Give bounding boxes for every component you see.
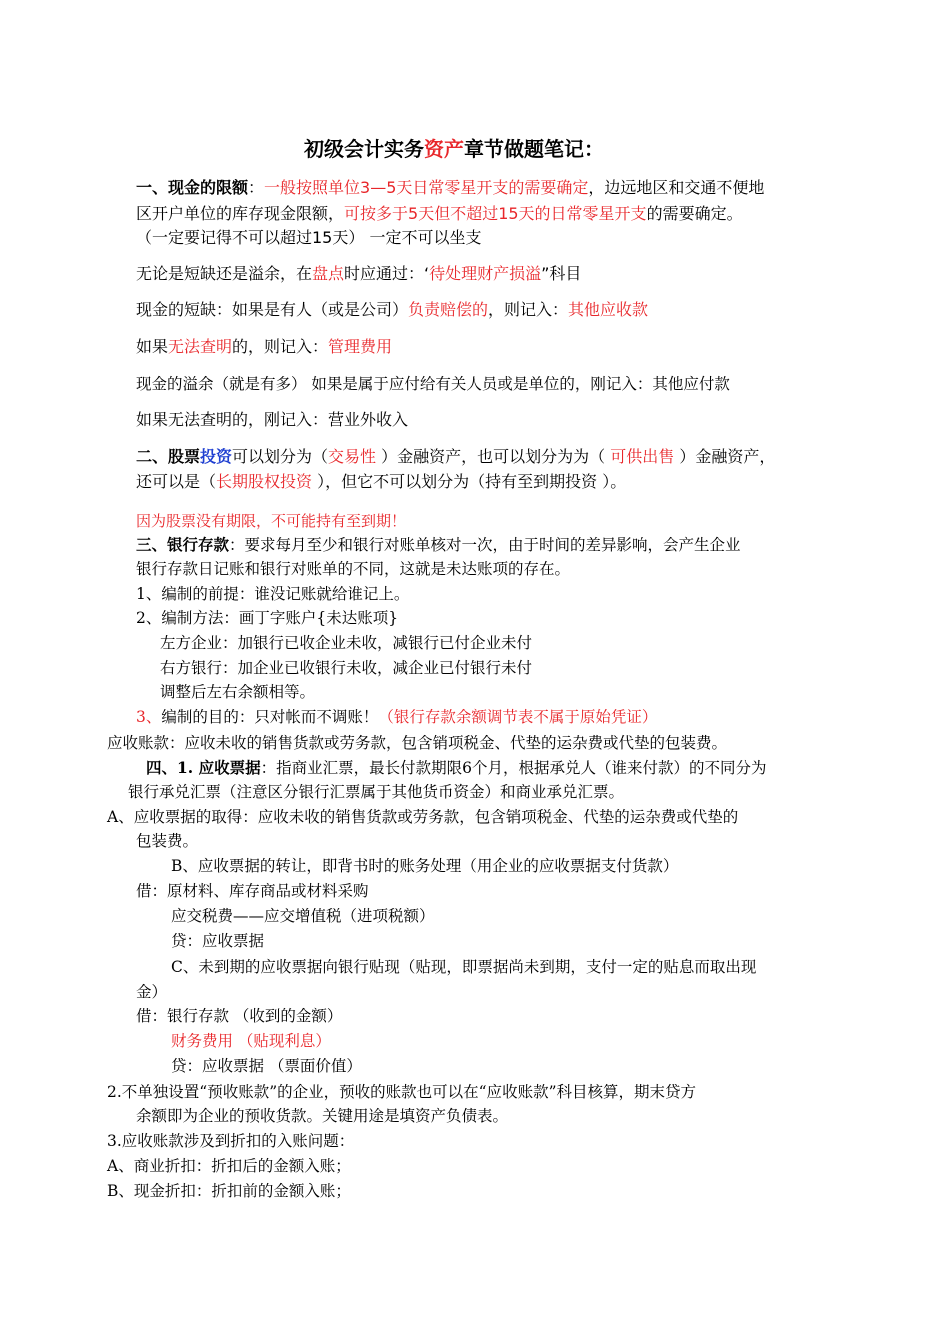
section-3-heading: 三、银行存款 bbox=[136, 535, 230, 554]
point-2-line-1: 2.不单独设置“预收账款”的企业，预收的账款也可以在“应收账款”科目核算，期末贷方 bbox=[107, 1083, 696, 1101]
colon: ： bbox=[248, 178, 265, 197]
highlight-text: 可供出售 bbox=[610, 447, 680, 466]
body-text: 现金的短缺：如果是有人（或是公司） bbox=[136, 300, 409, 319]
point-3-line: 3.应收账款涉及到折扣的入账问题： bbox=[107, 1132, 355, 1150]
highlight-text: 其他应收款 bbox=[568, 300, 649, 319]
body-text: 可以划分为（ bbox=[232, 447, 329, 466]
body-text: ），但它不可以划分为（持有至到期投资 ）。 bbox=[317, 472, 627, 491]
receivable-line: 应收账款：应收未收的销售货款或劳务款，包含销项税金、代垫的运杂费或代垫的包装费。 bbox=[107, 734, 728, 752]
section-4-line-2: 银行承兑汇票（注意区分银行汇票属于其他货币资金）和商业承兑汇票。 bbox=[128, 783, 625, 801]
section-4-b-line: B、应收票据的转让，即背书时的账务处理（用企业的应收票据支付货款） bbox=[171, 857, 679, 875]
section-4-a-line-2: 包装费。 bbox=[136, 832, 199, 850]
highlight-text: 可按多于5天但不超过15天的日常零星开支 bbox=[344, 204, 647, 223]
body-text: ，则记入： bbox=[488, 300, 569, 319]
point-3-a: A、商业折扣：折扣后的金额入账； bbox=[107, 1157, 351, 1175]
section-2-note: 因为股票没有期限，不可能持有至到期！ bbox=[136, 512, 407, 530]
point-3-b: B、现金折扣：折扣前的金额入账； bbox=[107, 1182, 351, 1200]
page-title bbox=[304, 137, 604, 161]
surplus-line-d: 现金的溢余（就是有多） 如果是属于应付给有关人员或是单位的，刚记入：其他应付款 bbox=[136, 375, 730, 393]
blue-highlight: 投资 bbox=[200, 447, 233, 466]
body-text: 无论是短缺还是溢余，在 bbox=[136, 264, 313, 283]
body-text: 区开户单位的库存现金限额， bbox=[136, 204, 345, 223]
section-3-line-8 bbox=[136, 705, 657, 729]
section-1-line-2 bbox=[136, 202, 743, 226]
section-4-c-line-2: 金） bbox=[136, 983, 168, 1001]
body-text: 的需要确定。 bbox=[646, 204, 743, 223]
section-4-b-debit-2: 应交税费——应交增值税（进项税额） bbox=[171, 907, 435, 925]
body-text: 还可以是（ bbox=[136, 472, 217, 491]
body-text: 的，则记入： bbox=[232, 337, 329, 356]
title-suffix: 章节做题笔记： bbox=[464, 137, 604, 161]
body-text: ）金融资产， bbox=[679, 447, 776, 466]
shortage-line-b bbox=[136, 298, 648, 322]
section-3-line-4: 2、编制方法：画丁字账户{未达账项} bbox=[136, 609, 399, 627]
section-2-line-1 bbox=[136, 445, 775, 469]
section-4-c-debit-2: 财务费用 （贴现利息） bbox=[171, 1032, 331, 1050]
highlight-text: （银行存款余额调节表不属于原始凭证） bbox=[378, 708, 658, 726]
highlight-text: 负责赔偿的 bbox=[408, 300, 489, 319]
section-1-heading: 一、现金的限额 bbox=[136, 178, 249, 197]
section-4-line-1 bbox=[146, 756, 766, 780]
highlight-text: 无法查明 bbox=[168, 337, 233, 356]
section-2-line-2 bbox=[136, 470, 626, 494]
highlight-text: 一般按照单位3—5天日常零星开支的需要确定 bbox=[264, 178, 589, 197]
highlight-text: 3、 bbox=[136, 708, 162, 726]
body-text: 如果 bbox=[136, 337, 169, 356]
shortage-line-a bbox=[136, 262, 581, 286]
section-3-line-6: 右方银行：加企业已收银行未收，减企业已付银行未付 bbox=[160, 659, 533, 677]
section-4-b-debit: 借：原材料、库存商品或材料采购 bbox=[136, 882, 369, 900]
body-text: ：要求每月至少和银行对账单核对一次，由于时间的差异影响，会产生企业 bbox=[229, 536, 741, 554]
section-3-line-2: 银行存款日记账和银行对账单的不同，这就是未达账项的存在。 bbox=[136, 560, 571, 578]
title-text: 初级会计实务 bbox=[304, 137, 424, 161]
section-4-heading: 四、1. 应收票据 bbox=[146, 758, 261, 777]
highlight-text: 待处理财产损溢 bbox=[429, 264, 542, 283]
section-3-line-5: 左方企业：加银行已收企业未收，减银行已付企业未付 bbox=[160, 634, 533, 652]
highlight-text: 长期股权投资 bbox=[216, 472, 318, 491]
section-3-line-3: 1、编制的前提：谁没记账就给谁记上。 bbox=[136, 585, 410, 603]
shortage-line-c bbox=[136, 335, 392, 359]
body-text: ”科目 bbox=[541, 264, 582, 283]
section-4-c-debit: 借：银行存款 （收到的金额） bbox=[136, 1007, 343, 1025]
body-text: ：指商业汇票，最长付款期限6个月，根据承兑人（谁来付款）的不同分为 bbox=[260, 759, 767, 777]
highlight-text: 交易性 bbox=[328, 447, 382, 466]
body-text: 时应通过：‘ bbox=[344, 264, 430, 283]
body-text: 编制的目的：只对帐而不调账！ bbox=[161, 708, 379, 726]
body-text: ）金融资产，也可以划分为为（ bbox=[381, 447, 611, 466]
body-text: ，边远地区和交通不便地 bbox=[588, 178, 765, 197]
section-4-b-credit: 贷：应收票据 bbox=[171, 932, 265, 950]
section-1-line-1 bbox=[136, 176, 764, 200]
highlight-text: 管理费用 bbox=[328, 337, 393, 356]
point-2-line-2: 余额即为企业的预收货款。关键用途是填资产负债表。 bbox=[136, 1107, 509, 1125]
section-3-line-7: 调整后左右余额相等。 bbox=[160, 683, 316, 701]
section-4-c-credit: 贷：应收票据 （票面价值） bbox=[171, 1057, 362, 1075]
title-highlight: 资产 bbox=[424, 137, 464, 161]
section-3-line-1 bbox=[136, 533, 741, 557]
section-1-line-3: （一定要记得不可以超过15天） 一定不可以坐支 bbox=[136, 228, 482, 247]
section-4-c-line-1: C、未到期的应收票据向银行贴现（贴现，即票据尚未到期，支付一定的贴息而取出现 bbox=[171, 958, 757, 976]
highlight-text: 盘点 bbox=[312, 264, 345, 283]
surplus-line-e: 如果无法查明的，刚记入：营业外收入 bbox=[136, 410, 409, 429]
section-2-heading: 二、股票 bbox=[136, 447, 201, 466]
section-4-a-line-1: A、应收票据的取得：应收未收的销售货款或劳务款，包含销项税金、代垫的运杂费或代垫的 bbox=[107, 808, 739, 826]
